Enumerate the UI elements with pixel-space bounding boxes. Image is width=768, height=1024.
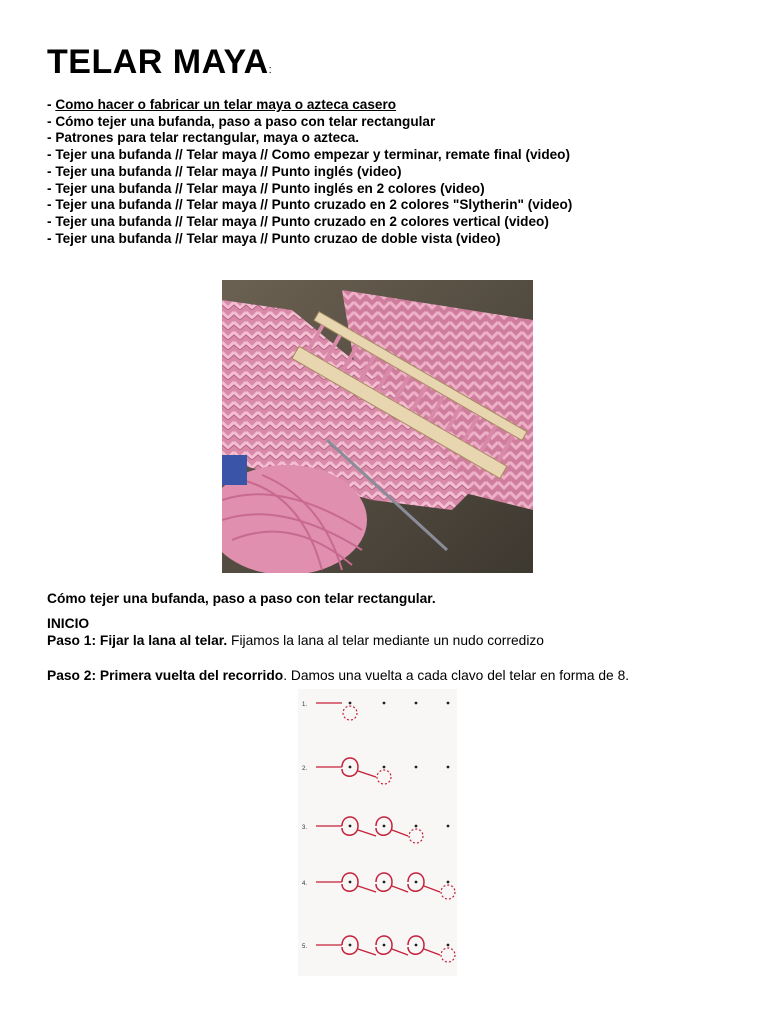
step-2-label: Paso 2: Primera vuelta del recorrido [47, 668, 284, 683]
step-1 [47, 633, 544, 648]
figure-eight-diagram [298, 689, 457, 976]
loom-peg-dot [447, 881, 450, 884]
diagram-step-number: 2. [302, 766, 308, 772]
link-bullet: - [47, 197, 56, 213]
diagram-step-number: 5. [302, 944, 308, 950]
loom-peg-dot [415, 881, 418, 884]
yarn-path [358, 886, 376, 892]
loom-peg-dot [383, 825, 386, 828]
diagram-step-number: 1. [302, 702, 308, 708]
step-1-text: Fijamos la lana al telar mediante un nudo corredizo [227, 633, 544, 648]
link-bullet: - [47, 213, 56, 229]
link-text[interactable]: Tejer una bufanda // Telar maya // Punto inglés en 2 colores (video) [55, 180, 485, 196]
loom-peg-dot [383, 766, 386, 769]
link-bullet: - [47, 130, 56, 146]
link-text[interactable]: Tejer una bufanda // Telar maya // Punto cruzado en 2 colores "Slytherin" (video) [55, 197, 573, 213]
dashed-loop [441, 948, 455, 962]
loom-peg-dot [447, 766, 450, 769]
yarn-path [392, 830, 408, 836]
link-item[interactable] [47, 130, 572, 147]
link-bullet: - [47, 163, 56, 179]
dashed-loop [441, 885, 455, 899]
loom-peg-dot [349, 881, 352, 884]
link-text[interactable]: Tejer una bufanda // Telar maya // Punto cruzao de doble vista (video) [55, 230, 501, 246]
loom-peg-dot [415, 766, 418, 769]
step-2 [47, 668, 629, 683]
section-heading: Cómo tejer una bufanda, paso a paso con telar rectangular. [47, 591, 436, 606]
link-bullet: - [47, 97, 56, 112]
step-2-text: . Damos una vuelta a cada clavo del telar en forma de 8. [283, 668, 630, 683]
link-text[interactable]: Patrones para telar rectangular, maya o azteca. [55, 130, 360, 146]
loom-peg-dot [349, 702, 352, 705]
link-bullet: - [47, 180, 56, 196]
diagram-step-number: 3. [302, 825, 308, 831]
loom-peg-dot [349, 825, 352, 828]
loom-peg-dot [447, 825, 450, 828]
yarn-path [358, 949, 376, 955]
link-bullet: - [47, 113, 56, 129]
link-text[interactable]: Tejer una bufanda // Telar maya // Punto inglés (video) [55, 163, 402, 179]
loom-peg-dot [349, 944, 352, 947]
inicio-label: INICIO [47, 616, 90, 631]
yarn-path [392, 949, 408, 955]
link-list [47, 97, 572, 247]
link-text[interactable]: Como hacer o fabricar un telar maya o azteca casero [55, 97, 397, 112]
dashed-loop [343, 706, 357, 720]
yarn-path [424, 886, 440, 892]
yarn-path [358, 771, 376, 777]
loom-peg-dot [415, 702, 418, 705]
link-bullet: - [47, 147, 56, 163]
link-item[interactable] [47, 231, 572, 248]
scarf-loom-photo [222, 280, 533, 573]
yarn-path [392, 886, 408, 892]
link-item[interactable] [47, 164, 572, 181]
loom-peg-dot [383, 881, 386, 884]
link-text[interactable]: Cómo tejer una bufanda, paso a paso con telar rectangular [55, 113, 436, 129]
diagram-svg [298, 689, 457, 976]
dashed-loop [377, 770, 391, 784]
link-text[interactable]: Tejer una bufanda // Telar maya // Punto cruzado en 2 colores vertical (video) [55, 213, 549, 229]
link-item[interactable] [47, 147, 572, 164]
link-text[interactable]: Tejer una bufanda // Telar maya // Como empezar y terminar, remate final (video) [55, 147, 571, 163]
loom-peg-dot [349, 766, 352, 769]
page-title [47, 42, 272, 90]
dashed-loop [409, 829, 423, 843]
link-item[interactable] [47, 197, 572, 214]
link-item[interactable] [47, 214, 572, 231]
link-item[interactable] [47, 181, 572, 198]
yarn-path [358, 830, 376, 836]
loom-peg-dot [447, 702, 450, 705]
link-bullet: - [47, 230, 56, 246]
link-item[interactable] [47, 114, 572, 131]
scarf-loom-illustration [222, 280, 533, 573]
yarn-path [424, 949, 440, 955]
loom-peg-dot [383, 944, 386, 947]
loom-peg-dot [447, 944, 450, 947]
step-1-label: Paso 1: Fijar la lana al telar. [47, 633, 228, 648]
loom-peg-dot [415, 944, 418, 947]
diagram-step-number: 4. [302, 881, 308, 887]
title-colon: : [268, 64, 273, 76]
title-text: TELAR MAYA [47, 43, 269, 81]
link-item[interactable] [47, 97, 572, 114]
loom-peg-dot [383, 702, 386, 705]
loom-peg-dot [415, 825, 418, 828]
